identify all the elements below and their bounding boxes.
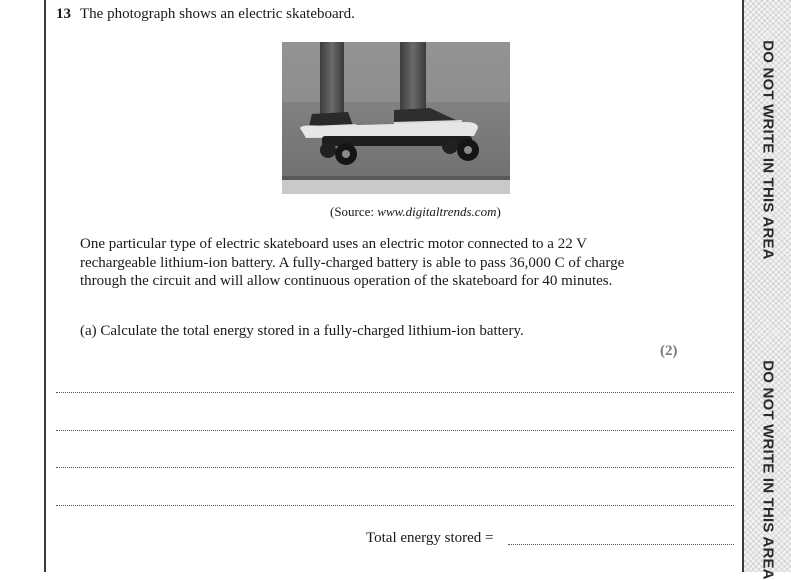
question-number: 13 xyxy=(56,6,71,22)
left-page-border xyxy=(44,0,46,572)
total-energy-answer-line[interactable] xyxy=(508,544,734,545)
question-intro: The photograph shows an electric skateboard. xyxy=(80,6,355,22)
part-a-prompt: (a) Calculate the total energy stored in a fully-charged lithium-ion battery. xyxy=(80,323,524,339)
margin-warning-bottom: DO NOT WRITE IN THIS AREA xyxy=(759,360,777,580)
margin-warning-top: DO NOT WRITE IN THIS AREA xyxy=(759,40,777,260)
total-energy-label: Total energy stored = xyxy=(366,530,494,546)
answer-line[interactable] xyxy=(56,505,734,506)
photo-caption: (Source: www.digitaltrends.com) xyxy=(330,204,501,219)
marks-indicator: (2) xyxy=(660,343,678,359)
answer-line[interactable] xyxy=(56,430,734,431)
skateboard-photo xyxy=(282,42,510,194)
question-paragraph: One particular type of electric skateboard uses an electric motor connected to a 22 V rechargeable lithium-ion battery. A fully-charged battery is able to pass 36,000 C of charge through the circuit and will allow continuous operation of the skateboard for 40 minutes. xyxy=(80,236,625,289)
answer-line[interactable] xyxy=(56,467,734,468)
caption-source: www.digitaltrends.com xyxy=(377,204,497,219)
answer-line[interactable] xyxy=(56,392,734,393)
